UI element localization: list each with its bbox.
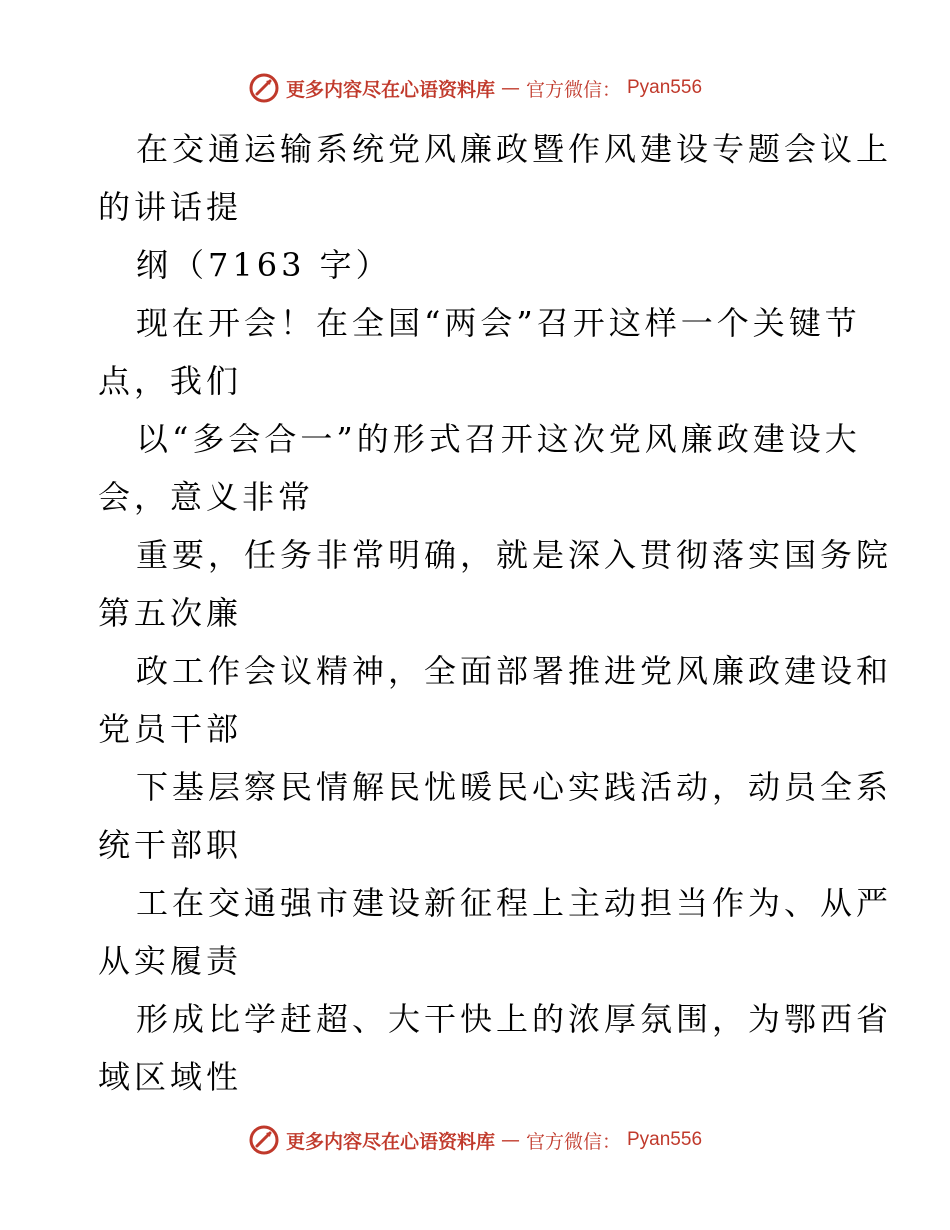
watermark-label: 官方微信： <box>525 78 621 101</box>
text-line: 在交通运输系统党风廉政暨作风建设专题会议上 <box>136 130 893 168</box>
text-line: 现在开会！在全国“两会”召开这样一个关键节 <box>136 304 861 342</box>
text-line: 会，意义非常 <box>98 478 315 516</box>
text-line: 统干部职 <box>98 826 243 864</box>
watermark-text: 更多内容尽在心语资料库 <box>285 1130 495 1153</box>
watermark-separator: — <box>500 1129 520 1151</box>
text-line: 第五次廉 <box>98 594 243 632</box>
brand-logo-icon <box>248 1124 280 1156</box>
watermark-text: 更多内容尽在心语资料库 <box>285 78 495 101</box>
text-line: 域区域性 <box>98 1058 243 1096</box>
text-line: 党员干部 <box>98 710 243 748</box>
text-line: 从实履责 <box>98 942 243 980</box>
text-line: 工在交通强市建设新征程上主动担当作为、从严 <box>136 884 893 922</box>
text-line: 政工作会议精神，全面部署推进党风廉政建设和 <box>136 652 893 690</box>
text-line: 点，我们 <box>98 362 243 400</box>
text-line: 以“多会合一”的形式召开这次党风廉政建设大 <box>136 420 861 458</box>
header-watermark <box>0 72 950 104</box>
watermark-label: 官方微信： <box>525 1130 621 1153</box>
document-body <box>98 120 893 1106</box>
text-line: 重要，任务非常明确，就是深入贯彻落实国务院 <box>136 536 893 574</box>
footer-watermark <box>0 1124 950 1156</box>
text-line: 的讲话提 <box>98 188 243 226</box>
text-line: 下基层察民情解民忧暖民心实践活动，动员全系 <box>136 768 893 806</box>
brand-logo-icon <box>248 72 280 104</box>
watermark-id: Pyan556 <box>627 77 703 98</box>
watermark-separator: — <box>500 77 520 99</box>
watermark-id: Pyan556 <box>627 1129 703 1150</box>
text-line: 纲（7163 字） <box>136 246 392 284</box>
text-line: 形成比学赶超、大干快上的浓厚氛围，为鄂西省 <box>136 1000 893 1038</box>
